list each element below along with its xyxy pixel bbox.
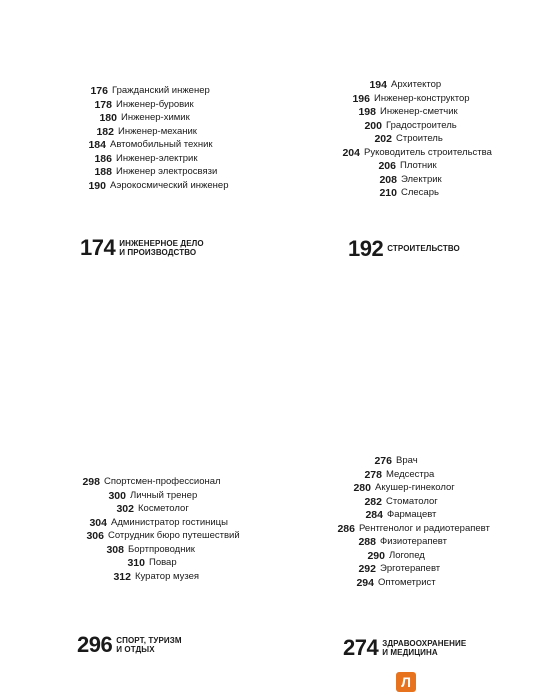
- toc-page-number: 184: [88, 139, 106, 151]
- toc-page-number: 284: [365, 509, 383, 521]
- toc-entry-label: Инженер-химик: [121, 112, 190, 123]
- section-title: [382, 639, 466, 658]
- toc-entry-label: Инженер-электрик: [116, 152, 198, 164]
- section-heading-engineering[interactable]: [80, 237, 204, 259]
- toc-entry-label: Инженер-механик: [118, 125, 197, 137]
- section-title-line: И ПРОИЗВОДСТВО: [119, 248, 197, 257]
- toc-entry-label: Аэрокосмический инженер: [110, 179, 229, 191]
- toc-page-number: 310: [127, 557, 145, 569]
- toc-page-number: 312: [113, 570, 131, 583]
- toc-entry-label: Фармацевт: [387, 509, 437, 520]
- toc-page-number: 300: [108, 489, 126, 502]
- toc-page-number: 208: [379, 173, 397, 186]
- toc-page-number: 182: [96, 125, 114, 138]
- toc-entry-label: Повар: [149, 557, 177, 568]
- toc-entry-label: Инженер электросвязи: [116, 166, 218, 177]
- toc-entry-label: Слесарь: [401, 187, 439, 198]
- toc-page-number: 290: [367, 549, 385, 562]
- section-heading-construction[interactable]: [348, 238, 460, 260]
- toc-page-number: 186: [94, 152, 112, 165]
- section-title: [387, 244, 460, 254]
- toc-page-number: 286: [337, 522, 355, 535]
- toc-entry-label: Врач: [396, 455, 418, 466]
- toc-page-number: 176: [90, 85, 108, 97]
- section-number: 274: [343, 635, 379, 660]
- toc-entry-label: Оптометрист: [378, 576, 436, 588]
- toc-entry-label: Медсестра: [386, 468, 435, 480]
- toc-page-number: 196: [352, 92, 370, 105]
- section-number: 192: [348, 236, 384, 261]
- toc-page-number: 210: [379, 187, 397, 199]
- toc-page-number: 302: [116, 503, 134, 515]
- section-title-line: СТРОИТЕЛЬСТВО: [387, 244, 460, 254]
- toc-entry-label: Бортпроводник: [128, 543, 195, 555]
- toc-entry-label: Акушер-гинеколог: [375, 482, 455, 493]
- toc-entry-label: Эрготерапевт: [380, 563, 441, 574]
- toc-entry-label: Куратор музея: [135, 570, 200, 582]
- section-title-line: СПОРТ, ТУРИЗМ: [116, 635, 182, 645]
- section-title-line: ИНЖЕНЕРНОЕ ДЕЛО: [119, 238, 204, 248]
- toc-page-number: 188: [94, 166, 112, 178]
- toc-entry-label: Сотрудник бюро путешествий: [108, 530, 240, 541]
- toc-page-number: 294: [356, 576, 374, 589]
- toc-entry-label: Руководитель строительства: [364, 146, 492, 158]
- section-title-line: ЗДРАВООХРАНЕНИЕ: [382, 638, 467, 648]
- toc-page-number: 178: [94, 98, 112, 111]
- toc-entry-label: Логопед: [389, 549, 425, 561]
- section-title: [119, 239, 203, 258]
- section-heading-sport[interactable]: [77, 634, 182, 656]
- toc-entry-label: Градостроитель: [386, 119, 457, 131]
- toc-page-number: 204: [342, 146, 360, 159]
- toc-page-number: 304: [89, 516, 107, 529]
- toc-entry-label: Рентгенолог и радиотерапевт: [359, 522, 490, 534]
- toc-entry-label: Строитель: [396, 133, 443, 144]
- toc-entry-label: Косметолог: [138, 503, 189, 514]
- section-heading-health[interactable]: [343, 637, 466, 659]
- toc-entry-label: Гражданский инженер: [112, 85, 210, 96]
- toc-page-number: 276: [374, 455, 392, 467]
- section-title-line: И ОТДЫХ: [116, 645, 155, 654]
- toc-entry-label: Инженер-буровик: [116, 98, 194, 110]
- toc-entry-label: Автомобильный техник: [110, 139, 213, 150]
- section-title-line: И МЕДИЦИНА: [382, 648, 438, 657]
- toc-page-number: 292: [358, 563, 376, 575]
- toc-page-number: 278: [364, 468, 382, 481]
- toc-entry-label: Плотник: [400, 160, 437, 171]
- toc-page-number: 206: [378, 160, 396, 172]
- toc-page-number: 198: [358, 106, 376, 118]
- publisher-logo-icon: Л: [396, 672, 416, 692]
- toc-page-number: 288: [358, 536, 376, 548]
- toc-entry-label: Личный тренер: [130, 489, 198, 501]
- toc-page-number: 200: [364, 119, 382, 132]
- toc-entry-label: Инженер-конструктор: [374, 92, 470, 104]
- toc-page-number: 202: [374, 133, 392, 145]
- toc-entry-label: Физиотерапевт: [380, 536, 447, 547]
- section-title: [116, 636, 181, 655]
- toc-entry-label: Архитектор: [391, 79, 442, 90]
- toc-page-number: 308: [106, 543, 124, 556]
- toc-page-number: 306: [86, 530, 104, 542]
- toc-page-number: 282: [364, 495, 382, 508]
- toc-entry-label: Электрик: [401, 173, 442, 185]
- section-number: 296: [77, 632, 113, 657]
- toc-page-number: 298: [82, 476, 100, 488]
- toc-entry-label: Администратор гостиницы: [111, 516, 228, 528]
- section-number: 174: [80, 235, 116, 260]
- toc-entry-label: Инженер-сметчик: [380, 106, 458, 117]
- toc-entry-label: Стоматолог: [386, 495, 438, 507]
- toc-page-number: 190: [88, 179, 106, 192]
- toc-entry-label: Спортсмен-профессионал: [104, 476, 221, 487]
- toc-page-number: 180: [99, 112, 117, 124]
- toc-page-number: 280: [353, 482, 371, 494]
- toc-page-number: 194: [369, 79, 387, 91]
